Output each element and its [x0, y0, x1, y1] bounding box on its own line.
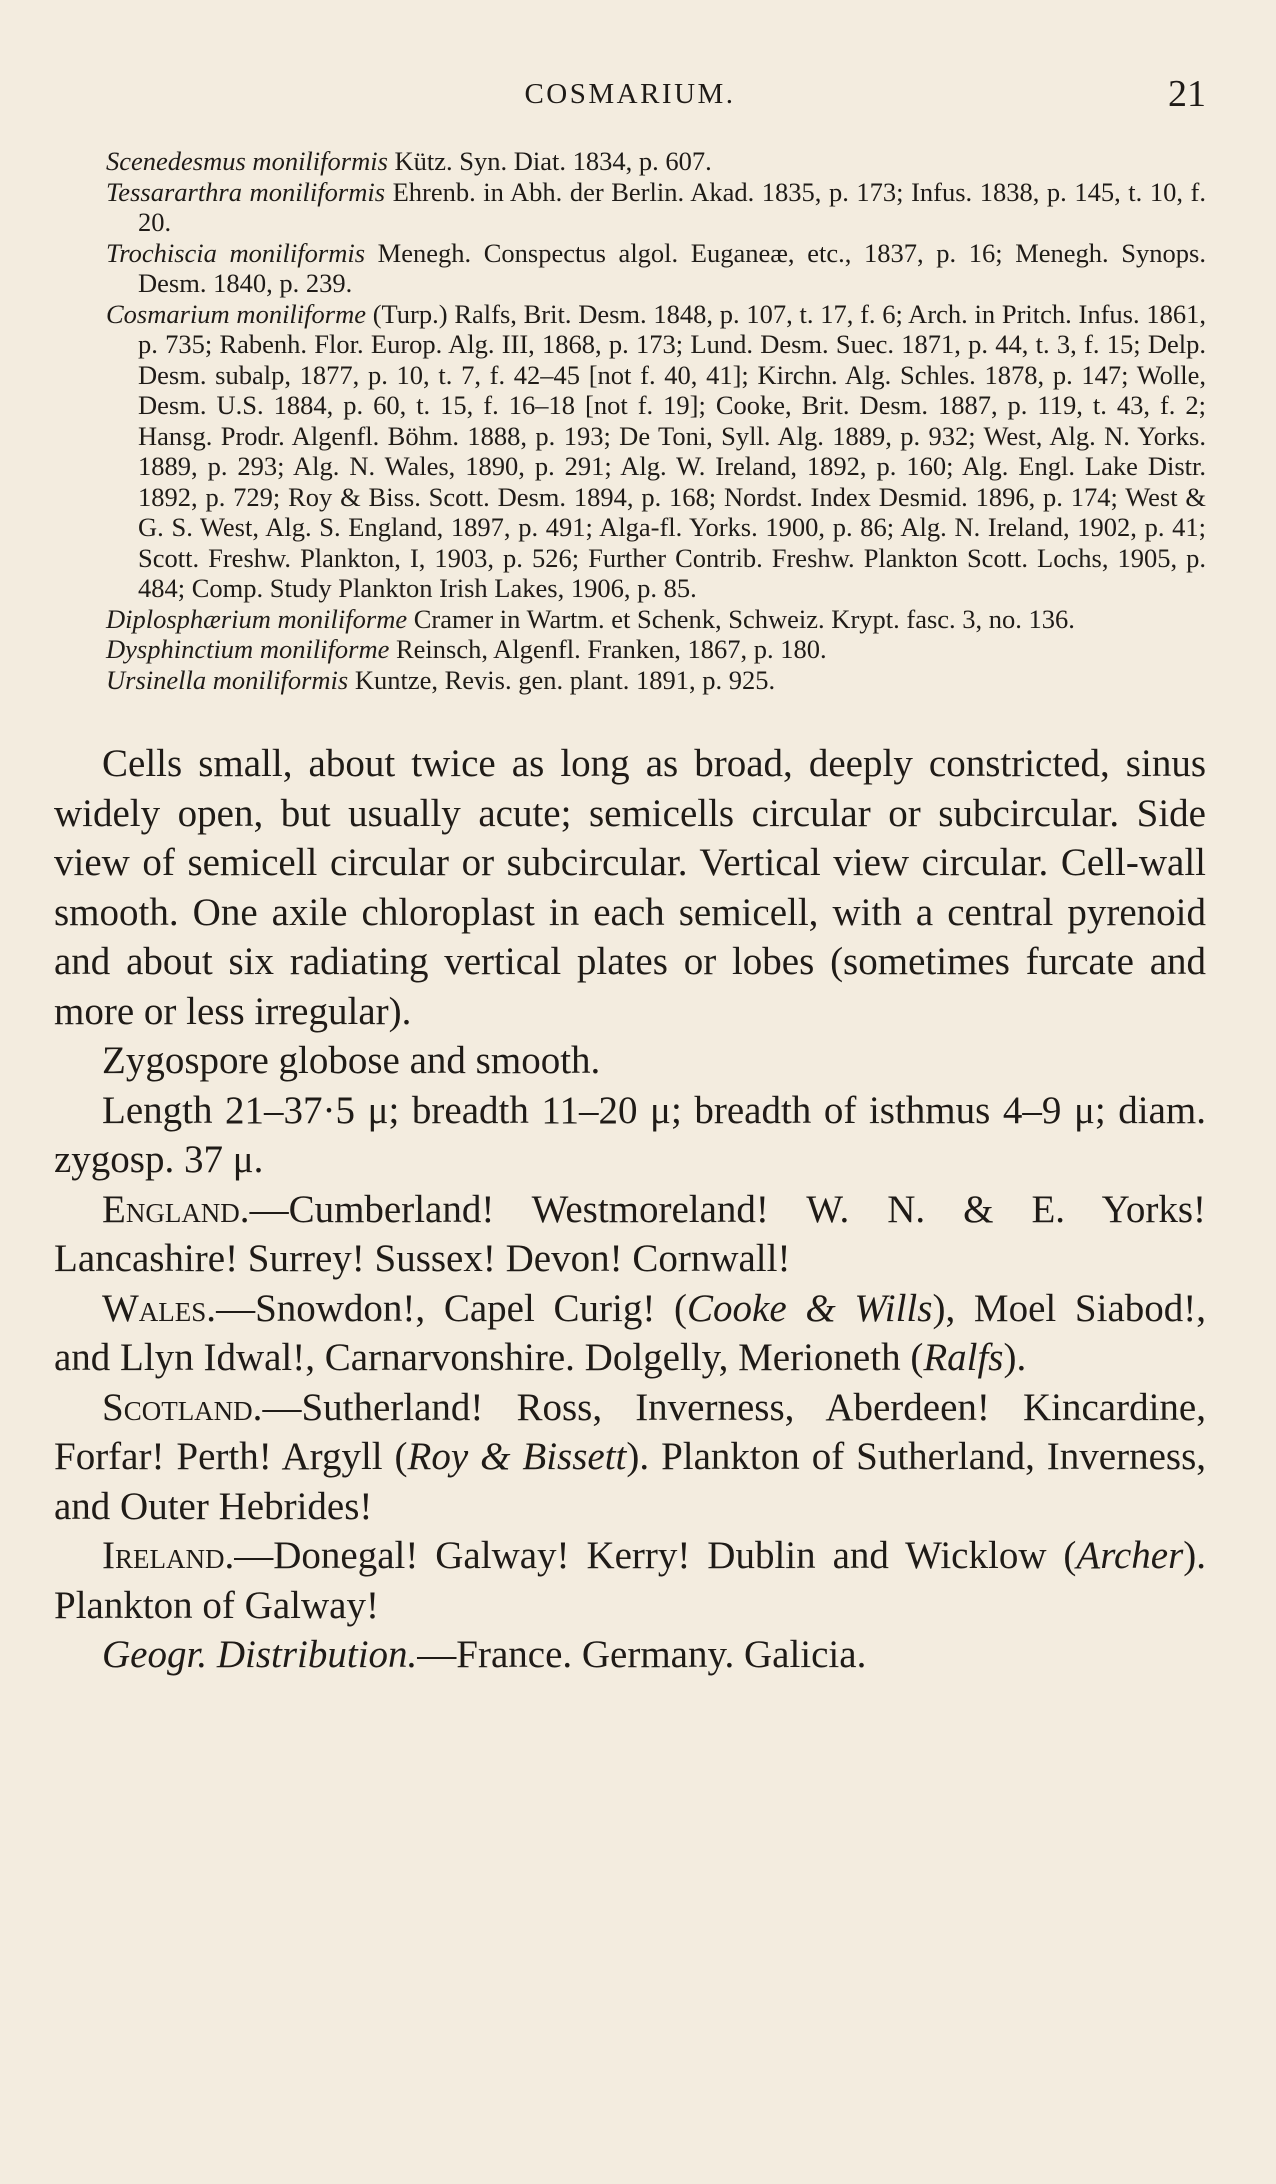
distribution-scotland [54, 1383, 1206, 1532]
region-label-ireland: Ireland. [102, 1534, 235, 1577]
synonymy-list [106, 146, 1206, 695]
localities-scotland: ). Plankton of Sutherland, Inverness, and Outer Hebrides! [54, 1435, 1206, 1528]
geographic-distribution-text: —France. Germany. Galicia. [417, 1633, 867, 1676]
synonym-entry [106, 634, 1206, 665]
synonym-reference: Reinsch, Algenfl. Franken, 1867, p. 180. [389, 634, 827, 664]
distribution-ireland [54, 1531, 1206, 1630]
synonym-reference: Menegh. Conspectus algol. Euganeæ, etc., 1837, p. 16; Menegh. Synops. Desm. 1840, p. 239. [138, 237, 1206, 298]
synonym-entry [106, 238, 1206, 299]
synonym-reference: Kuntze, Revis. gen. plant. 1891, p. 925. [348, 664, 776, 695]
page-header [54, 73, 1206, 130]
synonym-entry [106, 299, 1206, 604]
species-description [54, 739, 1206, 1680]
synonym-name: Tessararthra moniliformis [106, 176, 386, 207]
cell-description: Cells small, about twice as long as broad, deeply constricted, sinus widely open, but usually acute; semicells circular or subcircular. Side view of semicell circular or subcircular. Vertical view circular. Cell-wall smooth. One axile chloroplast in each semicell, with a central pyrenoid and about six radiating vertical plates or lobes (sometimes furcate and more or less irregular). [54, 742, 1206, 1033]
collector-name: Cooke & Wills [687, 1286, 933, 1330]
synonym-entry [106, 604, 1206, 635]
synonym-name: Scenedesmus moniliformis [106, 146, 388, 176]
running-title: COSMARIUM. [524, 78, 736, 110]
synonym-entry [106, 177, 1206, 238]
region-label-scotland: Scotland. [102, 1385, 263, 1429]
synonym-name: Dysphinctium moniliforme [106, 634, 390, 664]
synonym-name: Trochiscia moniliformis [106, 237, 366, 268]
synonym-reference: Cramer in Wartm. et Schenk, Schweiz. Krypt. fasc. 3, no. 136. [407, 603, 1075, 634]
region-label-england: England. [102, 1187, 250, 1231]
localities-ireland: ). Plankton of Galway! [54, 1534, 1206, 1627]
synonym-name: Ursinella moniliformis [106, 664, 349, 695]
zygospore-description: Zygospore globose and smooth. [102, 1039, 601, 1082]
localities-ireland: —Donegal! Galway! Kerry! Dublin and Wicklow ( [234, 1534, 1077, 1577]
synonym-entry [106, 665, 1206, 696]
synonym-reference: Ehrenb. in Abh. der Berlin. Akad. 1835, p. 173; Infus. 1838, p. 145, t. 10, f. 20. [138, 176, 1206, 237]
localities-wales: ), Moel Siabod!, and Llyn Idwal!, Carnarvonshire. Dolgelly, Merioneth ( [54, 1286, 1206, 1379]
distribution-wales [54, 1284, 1206, 1383]
localities-wales: —Snowdon!, Capel Curig! ( [216, 1286, 688, 1330]
collector-name: Archer [1076, 1534, 1184, 1577]
region-label-wales: Wales. [102, 1286, 217, 1330]
measurements: Length 21–37·5 μ; breadth 11–20 μ; breadth of isthmus 4–9 μ; diam. zygosp. 37 μ. [54, 1088, 1206, 1181]
localities-wales: ). [1003, 1336, 1027, 1379]
synonym-name: Cosmarium moniliforme [106, 298, 366, 329]
page-number: 21 [1168, 73, 1206, 115]
synonym-entry [106, 146, 1206, 177]
synonym-reference: Kütz. Syn. Diat. 1834, p. 607. [387, 146, 712, 176]
synonym-name: Diplosphærium moniliforme [106, 603, 408, 634]
synonym-reference: (Turp.) Ralfs, Brit. Desm. 1848, p. 107, t. 17, f. 6; Arch. in Pritch. Infus. 1861, p. 735; Rabenh. Flor. Europ. Alg. III, 1868, p. 173; Lund. Desm. Suec. 1871, p. 44, t. 3, f. 15; Delp. Desm. subalp, 1877, p. 10, t. 7, f. 42–45 [not f. 40, 41]; Kirchn. Alg. Schles. 1878, p. 147; Wolle, Desm. U.S. 1884, p. 60, t. 15, f. 16–18 [not f. 19]; Cooke, Brit. Desm. 1887, p. 119, t. 43, f. 2; Hansg. Prodr. Algenfl. Böhm. 1888, p. 193; De Toni, Syll. Alg. 1889, p. 932; West, Alg. N. Yorks. 1889, p. 293; Alg. N. Wales, 1890, p. 291; Alg. W. Ireland, 1892, p. 160; Alg. Engl. Lake Distr. 1892, p. 729; Roy & Biss. Scott. Desm. 1894, p. 168; Nordst. Index Desmid. 1896, p. 174; West & G. S. West, Alg. S. England, 1897, p. 491; Alga-fl. Yorks. 1900, p. 86; Alg. N. Ireland, 1902, p. 41; Scott. Freshw. Plankton, I, 1903, p. 526; Further Contrib. Freshw. Plankton Scott. Lochs, 1905, p. 484; Comp. Study Plankton Irish Lakes, 1906, p. 85. [138, 298, 1206, 603]
localities-england: —Cumberland! Westmoreland! W. N. & E. Yorks! Lancashire! Surrey! Sussex! Devon! Cornwall! [54, 1187, 1206, 1280]
distribution-england [54, 1185, 1206, 1284]
localities-scotland: —Sutherland! Ross, Inverness, Aberdeen! Kincardine, Forfar! Perth! Argyll ( [54, 1385, 1206, 1478]
collector-name: Ralfs [923, 1336, 1004, 1379]
collector-name: Roy & Bissett [407, 1435, 627, 1478]
geographic-distribution-label: Geogr. Distribution. [102, 1633, 418, 1676]
geographic-distribution [54, 1630, 1206, 1680]
